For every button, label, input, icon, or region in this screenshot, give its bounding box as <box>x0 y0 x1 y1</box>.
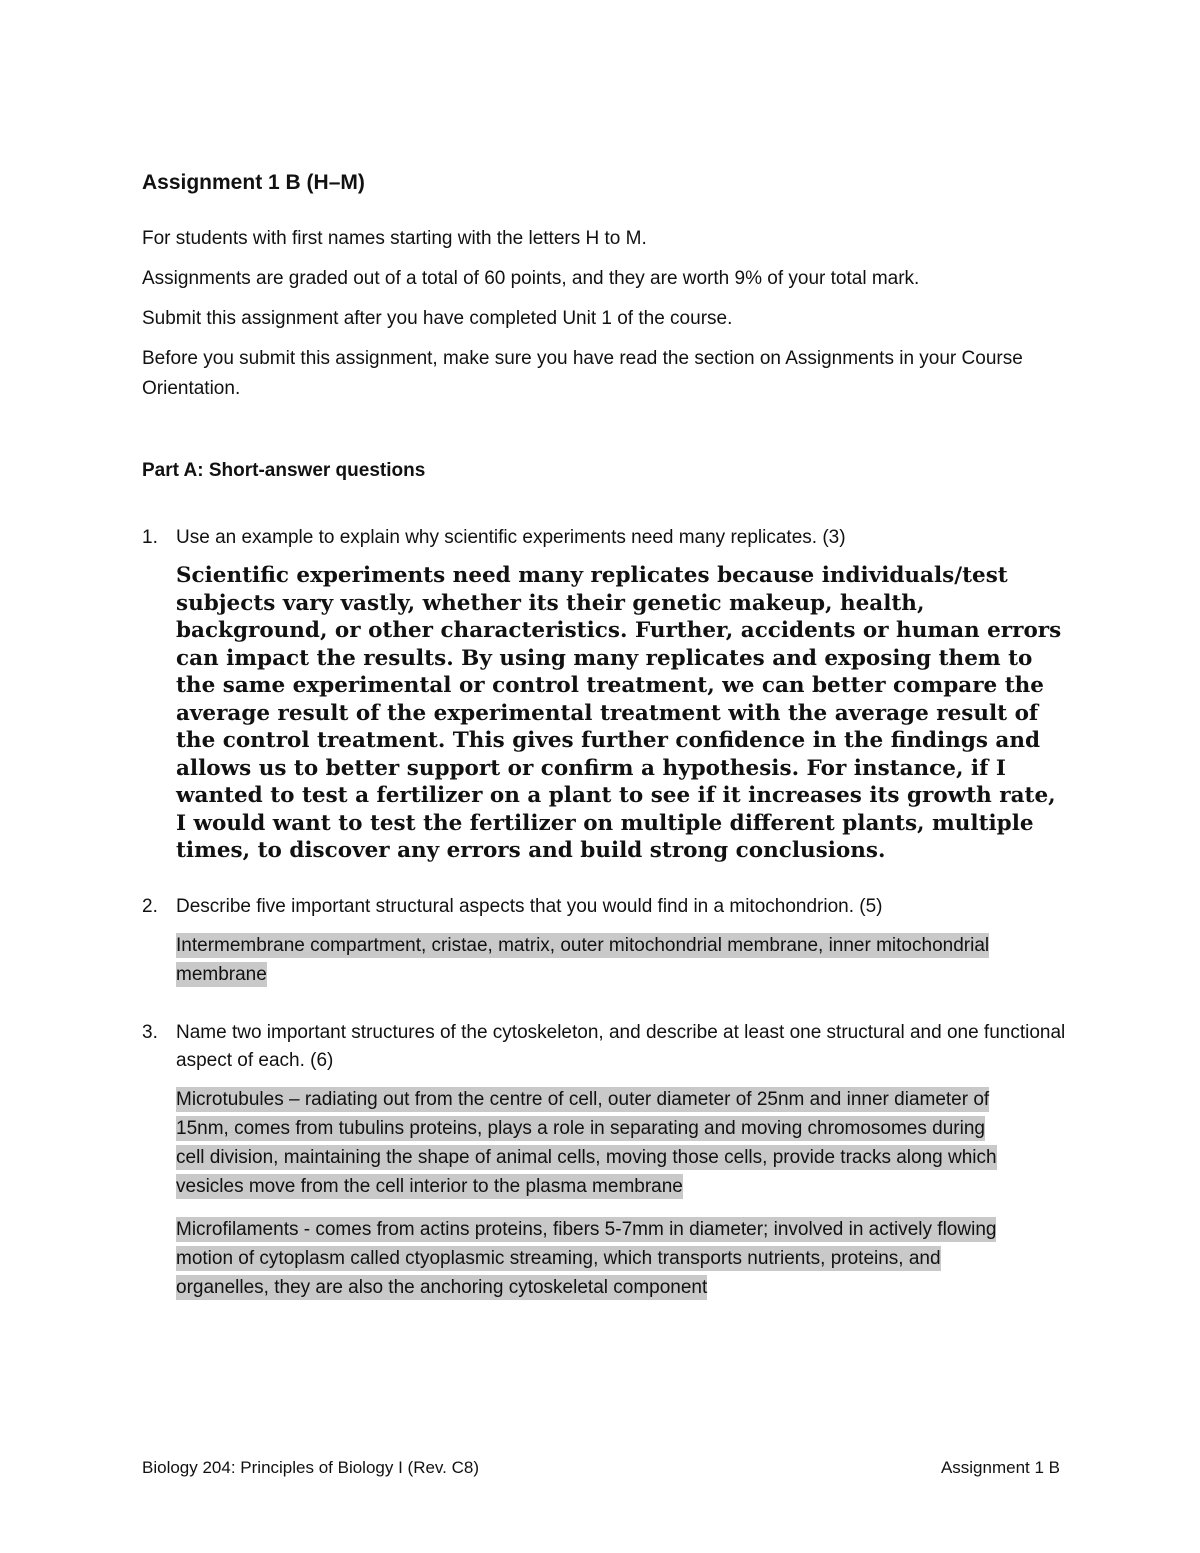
question-2 <box>142 893 1072 921</box>
page-footer <box>142 1458 1060 1478</box>
intro-paragraph: Assignments are graded out of a total of 60 points, and they are worth 9% of your total mark. <box>142 268 920 289</box>
question-1 <box>142 524 1072 552</box>
footer-course-title: Biology 204: Principles of Biology I (Rev. C8) <box>142 1458 480 1477</box>
part-a-heading: Part A: Short-answer questions <box>142 460 426 481</box>
footer-assignment-label: Assignment 1 B <box>940 1458 1060 1477</box>
answer-3a <box>176 1085 1016 1201</box>
intro-paragraph: For students with first names starting with the letters H to M. <box>142 228 647 249</box>
question-3 <box>142 1019 1072 1075</box>
question-text: Describe five important structural aspects that you would find in a mitochondrion. (5) <box>176 895 883 917</box>
intro-section <box>142 224 1072 404</box>
question-text: Name two important structures of the cytoskeleton, and describe at least one structural and one functional aspect of each. (6) <box>176 1021 1066 1071</box>
assignment-title: Assignment 1 B (H–M) <box>142 171 365 194</box>
document-body <box>142 168 1072 1302</box>
answer-2 <box>176 931 1016 989</box>
answer-1: Scientific experiments need many replicates because individuals/test subjects vary vastly, whether its their genetic makeup, health, background, or other characteristics. Further, accidents or human errors can impact the results. By using many replicates and exposing them to the same experimental or control treatment, we can better compare the average result of the experimental treatment with the average result of the control treatment. This gives further confidence in the findings and allows us to better support or confirm a hypothesis. For instance, if I wanted to test a fertilizer on a plant to see if it increases its growth rate, I would want to test the fertilizer on multiple different plants, multiple times, to discover any errors and build strong conclusions. <box>176 563 1062 863</box>
answer-3b <box>176 1215 1016 1302</box>
highlighted-answer-text: Microfilaments - comes from actins proteins, fibers 5-7mm in diameter; involved in actively flowing motion of cytoplasm called ctyoplasmic streaming, which transports nutrients, proteins, and organelles, they are also the anchoring cytoskeletal component <box>176 1218 997 1298</box>
question-number: 2. <box>142 895 158 917</box>
question-number: 1. <box>142 527 158 548</box>
intro-paragraph: Submit this assignment after you have completed Unit 1 of the course. <box>142 308 733 329</box>
question-text: Use an example to explain why scientific experiments need many replicates. (3) <box>176 527 846 548</box>
intro-paragraph: Before you submit this assignment, make sure you have read the section on Assignments in your Course Orientation. <box>142 348 1023 399</box>
highlighted-answer-text: Microtubules – radiating out from the centre of cell, outer diameter of 25nm and inner diameter of 15nm, comes from tubulins proteins, plays a role in separating and moving chromosomes during cell division, maintaining the shape of animal cells, moving those cells, provide tracks along which vesicles move from the cell interior to the plasma membrane <box>176 1088 997 1197</box>
question-number: 3. <box>142 1021 158 1043</box>
highlighted-answer-text: Intermembrane compartment, cristae, matrix, outer mitochondrial membrane, inner mitochondrial membrane <box>176 934 990 985</box>
